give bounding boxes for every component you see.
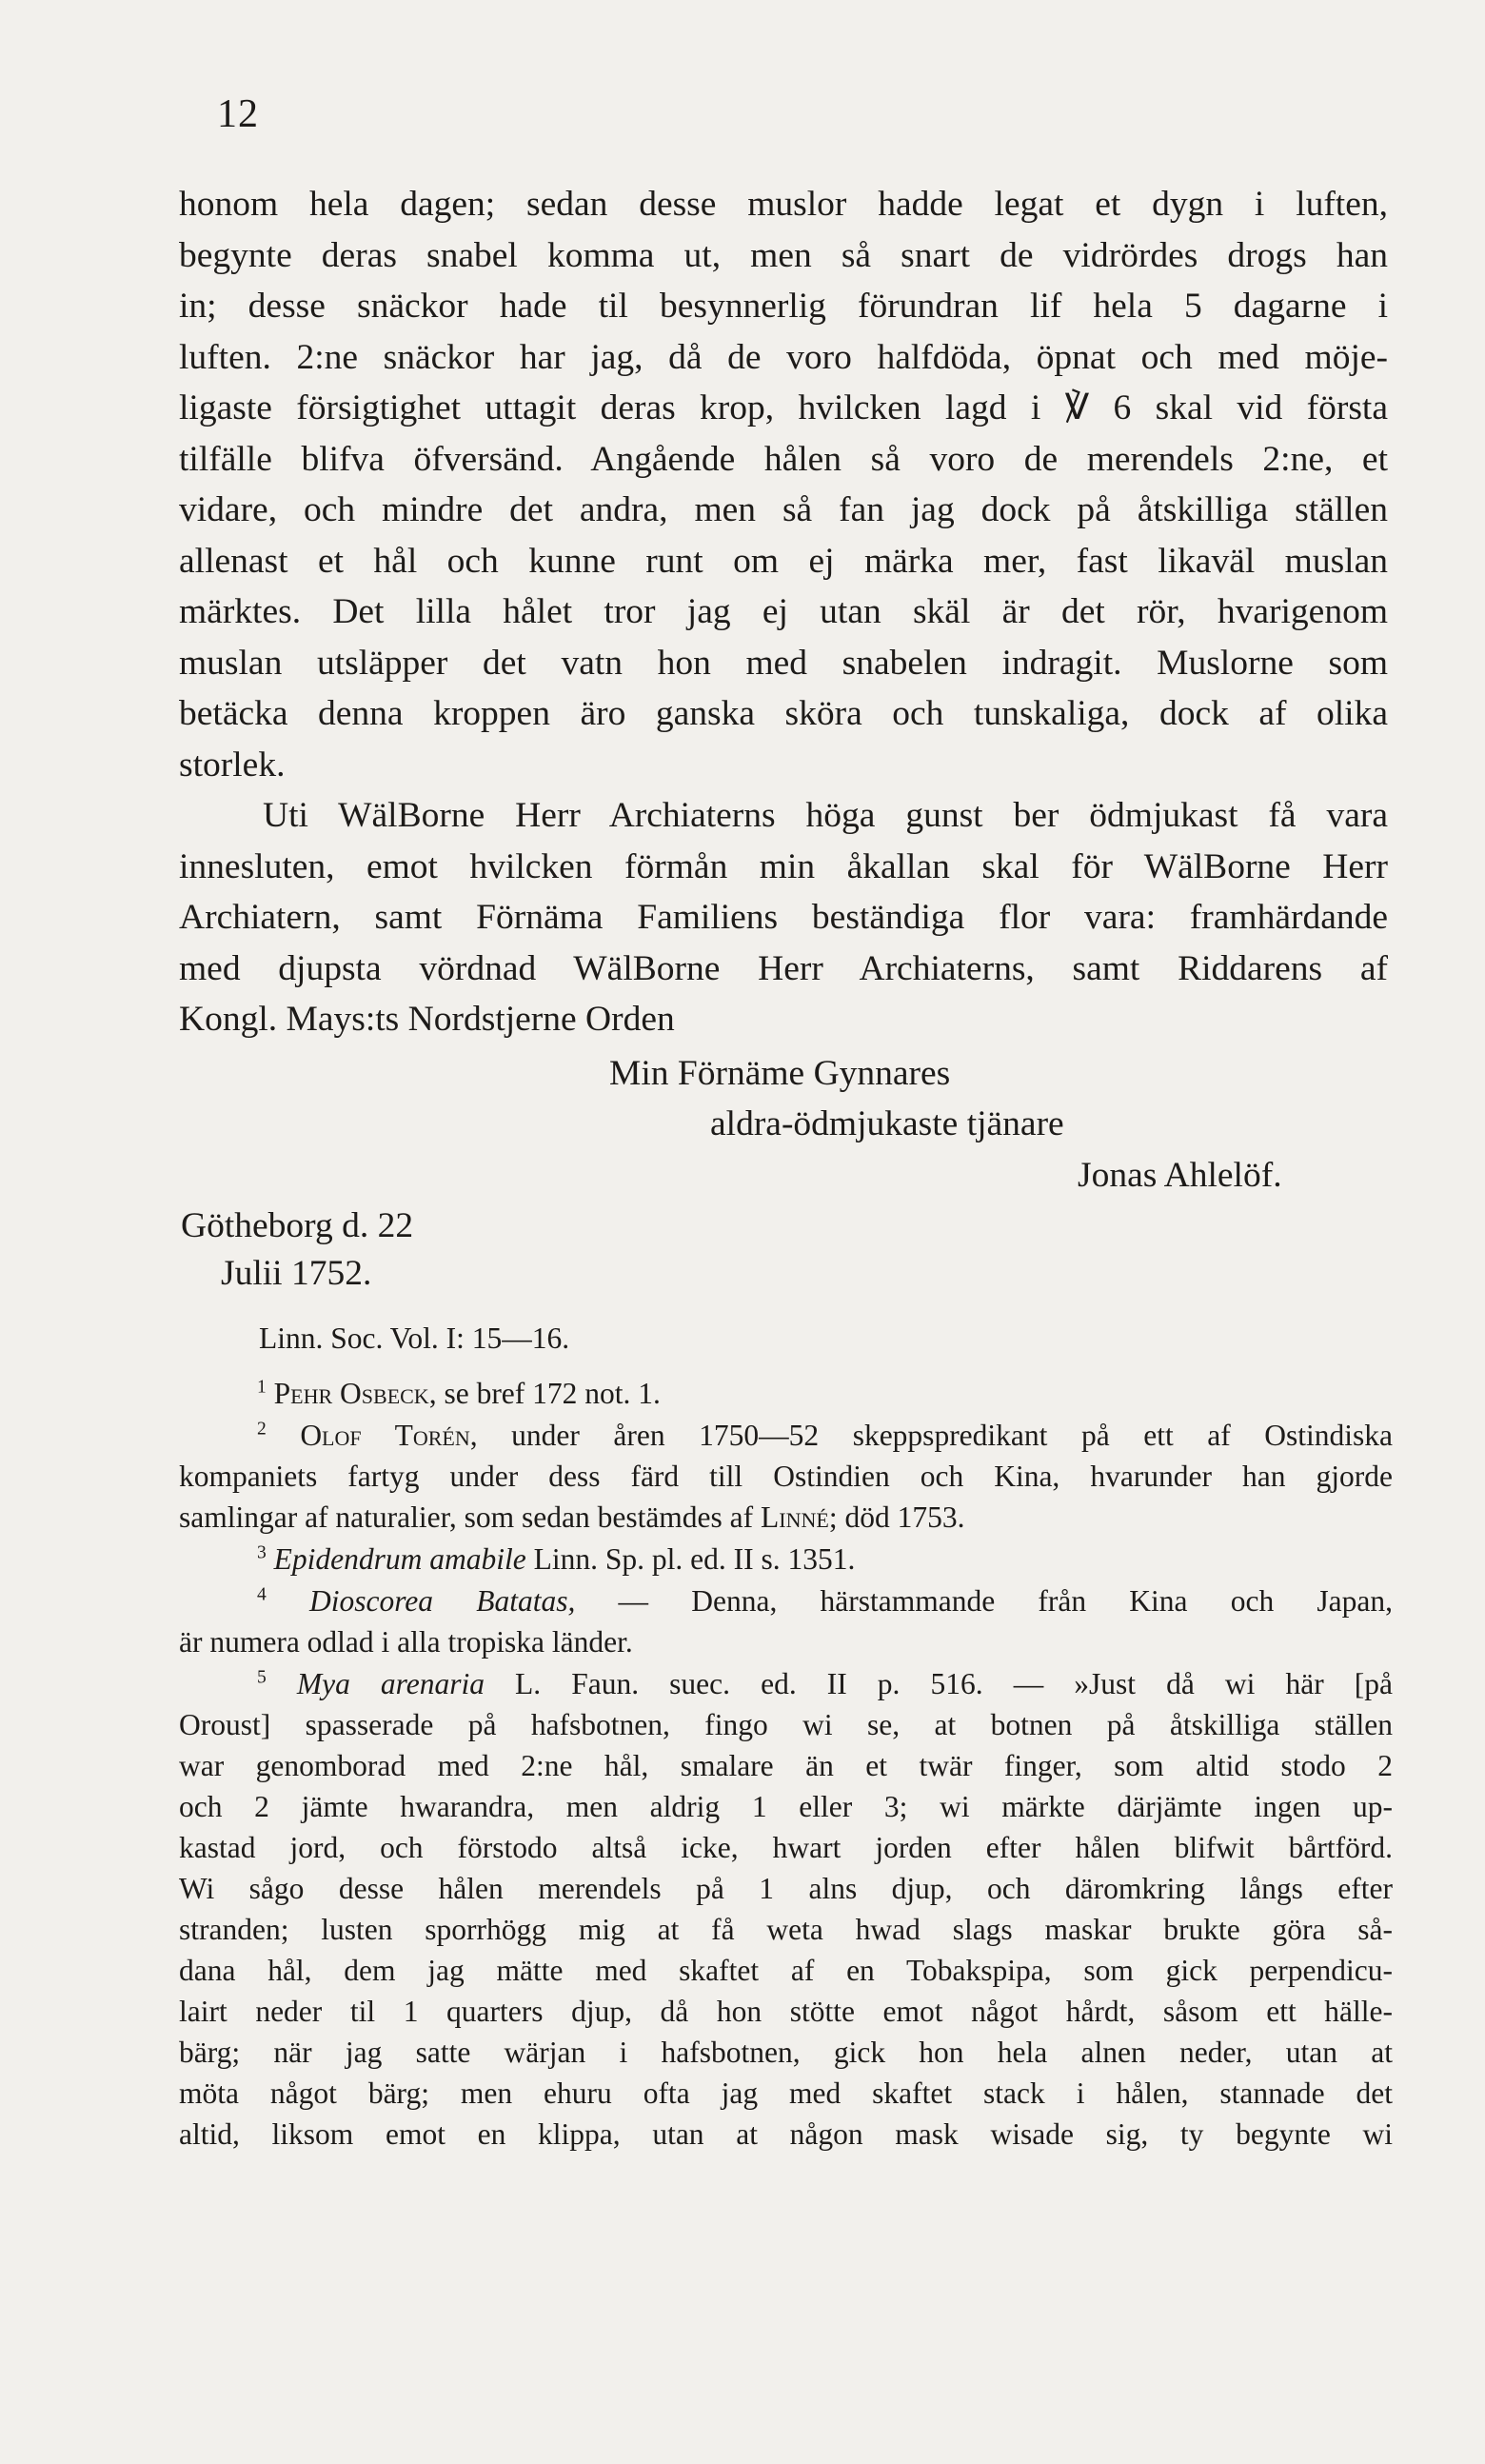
text-line: märktes. Det lilla hålet tror jag ej utan skäl är det rör, hvarigenom [179, 592, 1388, 631]
footnote-text: ; död 1753. [828, 1500, 965, 1534]
footnote-text: — Denna, härstammande från Kina och Japan, [575, 1584, 1393, 1618]
text-line: begynte deras snabel komma ut, men så snart de vidrördes drogs han [179, 236, 1388, 275]
footnote-line: stranden; lusten sporrhögg mig at få weta hwad slags maskar brukte göra så- [179, 1913, 1393, 1946]
footnote-name: Olof Torén, [300, 1419, 478, 1452]
text-line: luften. 2:ne snäckor har jag, då de voro halfdöda, öpnat och med möje- [179, 338, 1388, 377]
signature: Jonas Ahlelöf. [1078, 1156, 1282, 1195]
footnote-line: Wi sågo desse hålen merendels på 1 alns djup, och däromkring långs efter [179, 1872, 1393, 1905]
footnote-line: war genomborad med 2:ne hål, smalare än et twär finger, som altid stodo 2 [179, 1749, 1393, 1782]
footnote-species: Epidendrum amabile [273, 1542, 526, 1576]
footnote-line: kastad jord, och förstodo altså icke, hwart jorden efter hålen blifwit bårtförd. [179, 1831, 1393, 1864]
footnote-3 [257, 1544, 1393, 1575]
page-number: 12 [217, 92, 259, 136]
text-line: tilfälle blifva öfversänd. Angående hålen så voro de merendels 2:ne, et [179, 440, 1388, 479]
text-line: vidare, och mindre det andra, men så fan jag dock på åtskilliga ställen [179, 490, 1388, 529]
text-line: honom hela dagen; sedan desse muslor hadde legat et dygn i luften, [179, 185, 1388, 224]
footnote-species: Mya arenaria [296, 1667, 485, 1700]
footnote-number: 2 [257, 1419, 267, 1440]
footnote-species: Dioscorea Batatas, [308, 1584, 576, 1618]
salutation: Min Förnäme Gynnares [609, 1054, 951, 1093]
text-line: innesluten, emot hvilcken förmån min åkallan skal för WälBorne Herr [179, 847, 1388, 886]
footnote-name: Pehr Osbeck, [273, 1377, 437, 1410]
footnote-line: lairt neder til 1 quarters djup, då hon stötte emot något hårdt, såsom ett hälle- [179, 1995, 1393, 2028]
footnote-line: bärg; när jag satte wärjan i hafsbotnen, gick hon hela alnen neder, utan at [179, 2036, 1393, 2069]
text-line: betäcka denna kroppen äro ganska sköra och tunskaliga, dock af olika [179, 694, 1388, 733]
footnote-number: 3 [257, 1542, 267, 1563]
footnote-text: samlingar af naturalier, som sedan bestämdes af [179, 1500, 762, 1534]
text-line: med djupsta vördnad WälBorne Herr Archiaterns, samt Riddarens af [179, 949, 1388, 988]
text-line: Archiatern, samt Förnäma Familiens beständiga flor vara: framhärdande [179, 898, 1388, 937]
footnote-line: dana hål, dem jag mätte med skaftet af en Tobakspipa, som gick perpendicu- [179, 1954, 1393, 1987]
footnote-line [179, 1502, 1393, 1533]
source-reference: Linn. Soc. Vol. I: 15—16. [259, 1321, 570, 1355]
footnote-number: 4 [257, 1584, 267, 1605]
footnote-5 [257, 1669, 1393, 1699]
footnote-line: möta något bärg; men ehuru ofta jag med skaftet stack i hålen, stannade det [179, 2077, 1393, 2110]
servant-line: aldra-ödmjukaste tjänare [710, 1104, 1064, 1143]
footnote-2 [257, 1421, 1393, 1451]
footnote-text: se bref 172 not. 1. [436, 1377, 661, 1410]
footnote-line: och 2 jämte hwarandra, men aldrig 1 eller 3; wi märkte därjämte ingen up- [179, 1790, 1393, 1823]
text-line: Uti WälBorne Herr Archiaterns höga gunst ber ödmjukast få vara [263, 796, 1388, 835]
text-line: Kongl. Mays:ts Nordstjerne Orden [179, 1000, 675, 1039]
place-date: Götheborg d. 22 [181, 1206, 414, 1245]
footnote-line: kompaniets fartyg under dess färd till Ostindien och Kina, hvarunder han gjorde [179, 1460, 1393, 1493]
footnote-text: under åren 1750—52 skeppspredikant på ett af Ostindiska [477, 1419, 1393, 1452]
footnote-line: Oroust] spasserade på hafsbotnen, fingo wi se, at botnen på åtskilliga ställen [179, 1708, 1393, 1741]
text-line: storlek. [179, 745, 286, 785]
footnote-name: Linné [761, 1500, 829, 1534]
text-line: allenast et hål och kunne runt om ej märka mer, fast likaväl muslan [179, 542, 1388, 581]
text-line: ligaste försigtighet uttagit deras krop, hvilcken lagd i ℣ 6 skal vid första [179, 388, 1388, 427]
footnote-text: L. Faun. suec. ed. II p. 516. — »Just då wi här [på [484, 1667, 1393, 1700]
footnote-number: 5 [257, 1667, 267, 1688]
footnote-line: är numera odlad i alla tropiska länder. [179, 1625, 633, 1659]
footnote-number: 1 [257, 1377, 267, 1398]
footnote-1 [257, 1379, 1393, 1409]
footnote-text: Linn. Sp. pl. ed. II s. 1351. [525, 1542, 856, 1576]
text-line: in; desse snäckor hade til besynnerlig förundran lif hela 5 dagarne i [179, 287, 1388, 326]
date-line: Julii 1752. [221, 1254, 372, 1293]
footnote-line: altid, liksom emot en klippa, utan at någon mask wisade sig, ty begynte wi [179, 2117, 1393, 2151]
text-line: muslan utsläpper det vatn hon med snabelen indragit. Muslorne som [179, 644, 1388, 683]
footnote-4 [257, 1586, 1393, 1617]
